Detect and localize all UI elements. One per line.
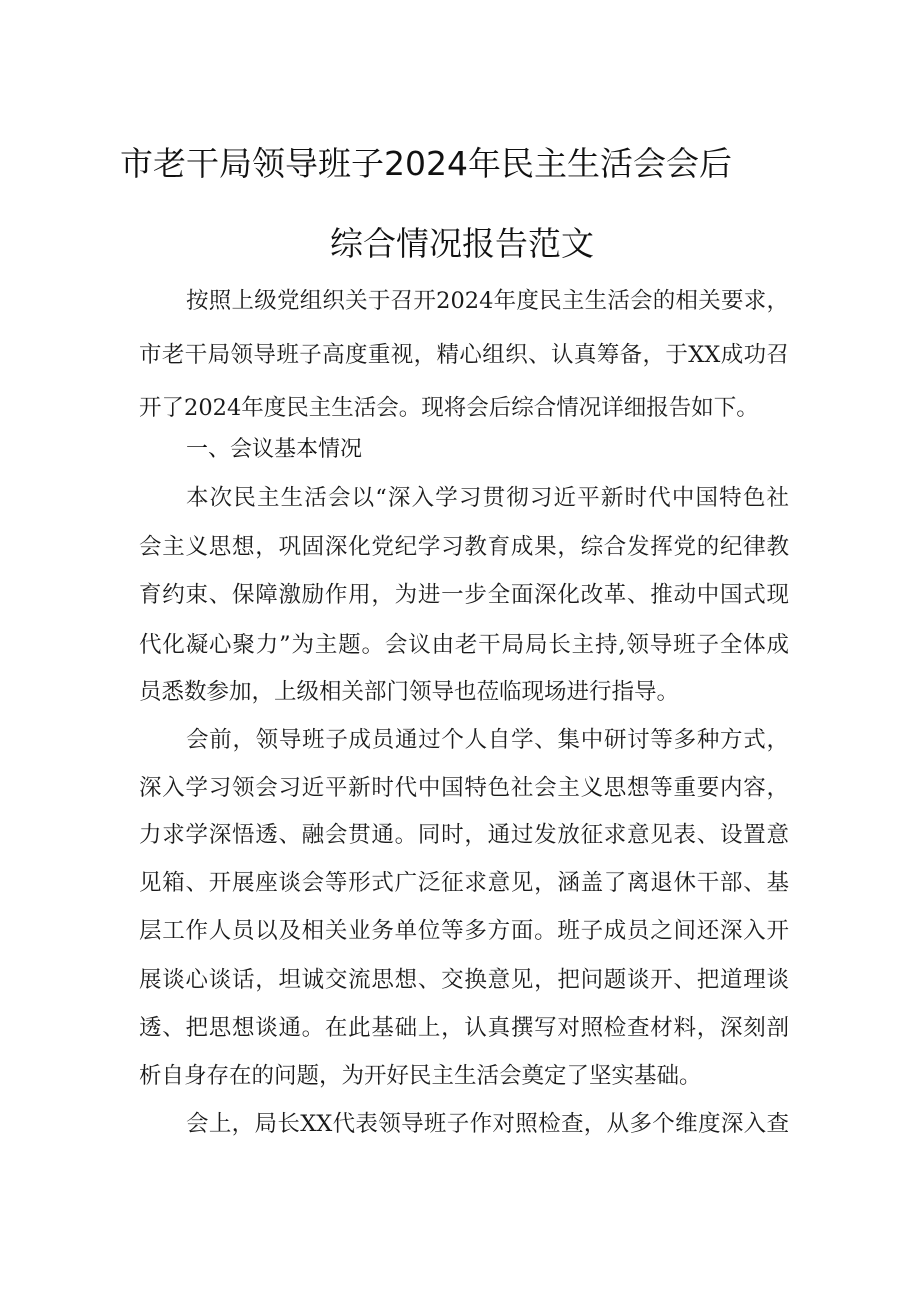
paragraph-3-line: 析自身存在的问题，为开好民主生活会奠定了坚实基础。: [139, 1063, 702, 1089]
paragraph-3-line: 会前，领导班子成员通过个人自学、集中研讨等多种方式，: [186, 727, 789, 753]
paragraph-3-line: 深入学习领会习近平新时代中国特色社会主义思想等重要内容，: [139, 775, 789, 801]
document-title-line-1: 市老干局领导班子2024年民主生活会会后: [120, 144, 732, 183]
section-1-heading: 一、会议基本情况: [186, 437, 363, 462]
paragraph-1-line: 按照上级党组织关于召开2024年度民主生活会的相关要求，: [186, 288, 789, 314]
paragraph-3-line: 力求学深悟透、融会贯通。同时，通过发放征求意见表、设置意: [139, 822, 789, 848]
paragraph-4-line: 会上，局长XX代表领导班子作对照检查，从多个维度深入查: [186, 1111, 789, 1137]
paragraph-3-line: 展谈心谈话，坦诚交流思想、交换意见，把问题谈开、把道理谈: [139, 967, 789, 993]
paragraph-2-line: 本次民主生活会以“深入学习贯彻习近平新时代中国特色社: [186, 485, 789, 511]
document-title-line-2: 综合情况报告范文: [330, 224, 594, 263]
paragraph-3-line: 层工作人员以及相关业务单位等多方面。班子成员之间还深入开: [139, 918, 789, 944]
paragraph-1-line: 市老干局领导班子高度重视，精心组织、认真筹备，于XX成功召: [139, 342, 789, 368]
paragraph-2-line: 会主义思想，巩固深化党纪学习教育成果，综合发挥党的纪律教: [139, 534, 789, 560]
paragraph-2-line: 代化凝心聚力”为主题。会议由老干局局长主持,领导班子全体成: [139, 632, 789, 658]
paragraph-2-line: 育约束、保障激励作用，为进一步全面深化改革、推动中国式现: [139, 582, 789, 608]
paragraph-3-line: 透、把思想谈通。在此基础上，认真撰写对照检查材料，深刻剖: [139, 1015, 789, 1041]
paragraph-2-line: 员悉数参加，上级相关部门领导也莅临现场进行指导。: [139, 679, 680, 705]
paragraph-3-line: 见箱、开展座谈会等形式广泛征求意见，涵盖了离退休干部、基: [139, 870, 789, 896]
paragraph-1-line: 开了2024年度民主生活会。现将会后综合情况详细报告如下。: [139, 395, 759, 421]
